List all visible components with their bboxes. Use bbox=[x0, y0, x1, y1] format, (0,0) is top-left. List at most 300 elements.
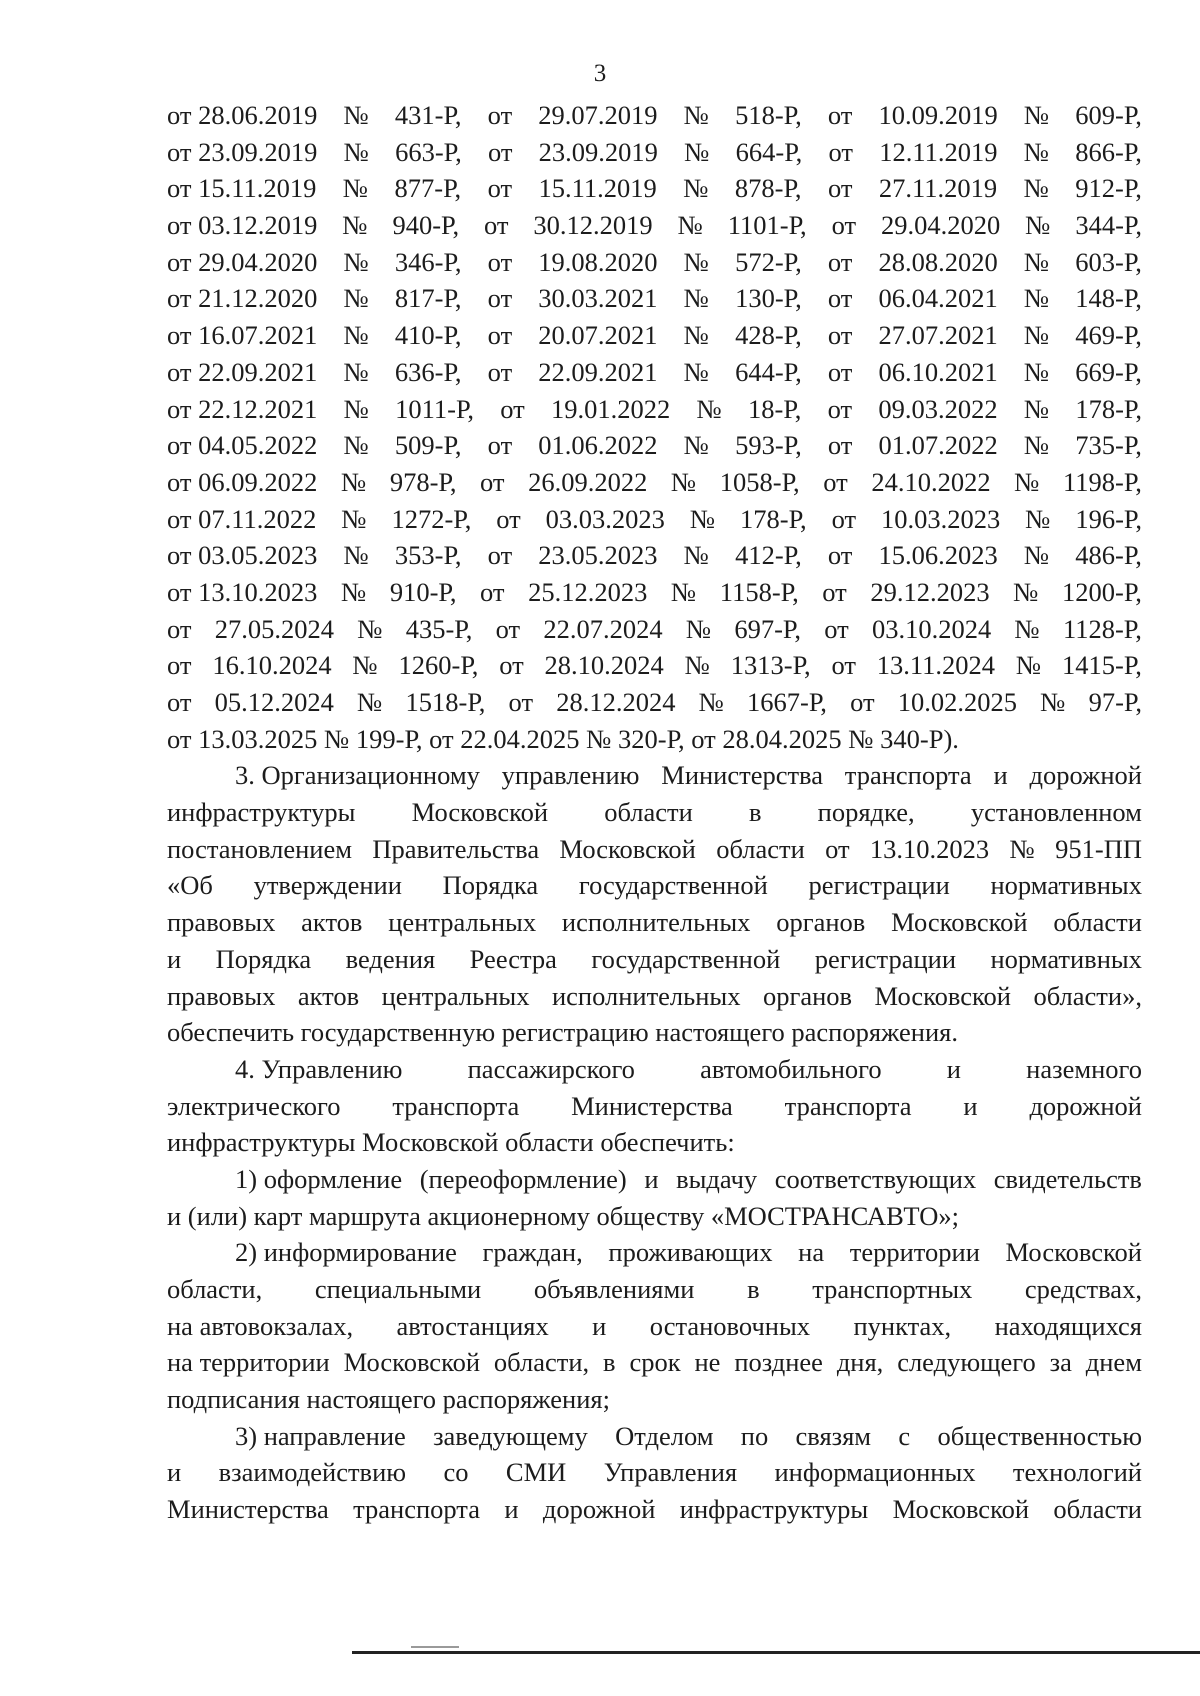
text-word: № bbox=[352, 650, 378, 681]
text-word: № bbox=[684, 650, 710, 681]
text-word: № bbox=[1025, 210, 1051, 241]
text-word: от 15.11.2019 bbox=[167, 173, 317, 204]
text-word: 01.06.2022 bbox=[538, 430, 658, 461]
text-word: 10.02.2025 bbox=[897, 687, 1017, 717]
text-word: № bbox=[340, 576, 367, 607]
text-word: области, bbox=[493, 1347, 590, 1378]
text-line bbox=[167, 867, 1142, 904]
text-word: выдачу bbox=[676, 1163, 758, 1194]
text-word: 24.10.2022 bbox=[871, 466, 991, 497]
text-line bbox=[167, 427, 1142, 464]
text-word: № bbox=[698, 687, 724, 717]
text-word: Московской bbox=[343, 1347, 481, 1378]
text-word: от bbox=[484, 210, 509, 241]
text-line bbox=[167, 1344, 1142, 1381]
text-word: 486-Р, bbox=[1075, 540, 1142, 571]
text-word: № bbox=[689, 503, 716, 534]
text-word: в bbox=[747, 1274, 760, 1304]
text-word: пунктах, bbox=[853, 1310, 952, 1341]
text-word: 13.10.2023 bbox=[869, 833, 990, 864]
text-word: Министерства bbox=[167, 1494, 329, 1525]
text-word: 1200-Р, bbox=[1062, 576, 1142, 607]
text-word: «Об bbox=[167, 870, 213, 901]
text-word: области bbox=[1053, 907, 1142, 938]
text-word: остановочных bbox=[649, 1310, 811, 1341]
text-word: 19.01.2022 bbox=[550, 393, 671, 424]
text-word: следующего bbox=[897, 1347, 1036, 1378]
text-word: по bbox=[740, 1420, 769, 1451]
text-word: 23.05.2023 bbox=[538, 540, 658, 571]
text-word: управлению bbox=[501, 760, 640, 791]
text-word: не bbox=[694, 1347, 721, 1378]
text-line bbox=[167, 941, 1142, 978]
text-word: и bbox=[167, 943, 182, 974]
text-word: и bbox=[963, 1090, 978, 1121]
text-word: 25.12.2023 bbox=[528, 576, 648, 607]
text-line bbox=[167, 1491, 1142, 1528]
text-word: (переоформление) bbox=[419, 1163, 627, 1194]
text-line bbox=[167, 354, 1142, 391]
text-word: инфраструктуры bbox=[679, 1494, 869, 1525]
text-word: 18-Р, bbox=[748, 393, 802, 424]
text-word: № bbox=[1023, 283, 1050, 314]
text-word: 4. Управлению bbox=[235, 1053, 403, 1084]
text-word: исполнительных bbox=[561, 907, 751, 938]
text-word: от bbox=[487, 136, 513, 167]
text-word: инфраструктуры bbox=[167, 797, 356, 828]
text-word: днем bbox=[1085, 1347, 1142, 1378]
text-word: 29.04.2020 bbox=[880, 210, 1001, 241]
text-word: № bbox=[683, 173, 709, 204]
text-word: 344-Р, bbox=[1075, 210, 1142, 241]
document-body bbox=[167, 97, 1142, 1528]
text-word: № bbox=[343, 540, 369, 571]
text-word: от bbox=[823, 466, 848, 497]
text-word: органов bbox=[762, 980, 853, 1011]
text-line bbox=[167, 647, 1142, 684]
text-word: 12.11.2019 bbox=[879, 136, 998, 167]
text-word: подписания настоящего распоряжения; bbox=[167, 1384, 610, 1415]
text-word: 16.10.2024 bbox=[212, 650, 332, 681]
text-line bbox=[167, 1198, 1142, 1235]
text-word: 30.03.2021 bbox=[538, 283, 658, 314]
text-word: электрического bbox=[167, 1090, 341, 1121]
text-word: 03.10.2024 bbox=[871, 613, 992, 644]
text-line bbox=[167, 97, 1142, 134]
text-word: 431-Р, bbox=[394, 100, 462, 130]
text-word: государственной bbox=[578, 870, 768, 901]
text-word: позднее bbox=[734, 1347, 823, 1378]
text-word: 148-Р, bbox=[1075, 283, 1142, 314]
text-word: от 23.09.2019 bbox=[167, 136, 318, 167]
text-word: Управления bbox=[603, 1457, 738, 1488]
text-word: от 21.12.2020 bbox=[167, 283, 318, 314]
text-word: № bbox=[1023, 246, 1050, 277]
text-word: 603-Р, bbox=[1075, 246, 1142, 277]
text-word: и bbox=[993, 760, 1008, 791]
text-word: 15.06.2023 bbox=[878, 540, 998, 571]
text-line bbox=[167, 794, 1142, 831]
text-line bbox=[167, 684, 1142, 721]
text-word: от bbox=[487, 320, 513, 351]
text-word: 1415-Р, bbox=[1062, 650, 1142, 681]
text-word: Московской bbox=[411, 797, 549, 828]
text-word: № bbox=[343, 100, 369, 130]
text-word: территории bbox=[849, 1237, 980, 1268]
text-word: № bbox=[684, 136, 710, 167]
text-word: постановлением bbox=[167, 833, 352, 864]
text-line bbox=[167, 501, 1142, 538]
scan-artifact-mark bbox=[411, 1646, 459, 1648]
bottom-rule bbox=[352, 1651, 1200, 1654]
text-line bbox=[167, 134, 1142, 171]
text-word: наземного bbox=[1026, 1053, 1142, 1084]
text-word: объявлениями bbox=[533, 1274, 695, 1304]
text-word: № bbox=[1023, 136, 1049, 167]
text-line bbox=[167, 1308, 1142, 1345]
text-word: 1313-Р, bbox=[730, 650, 811, 681]
text-line bbox=[167, 721, 1142, 758]
text-word: от bbox=[487, 100, 513, 130]
text-word: № bbox=[342, 210, 368, 241]
text-word: 1260-Р, bbox=[398, 650, 479, 681]
text-word: 817-Р, bbox=[394, 283, 462, 314]
text-word: 178-Р, bbox=[740, 503, 807, 534]
text-word: от bbox=[822, 576, 847, 607]
text-word: № bbox=[1023, 393, 1050, 424]
text-word: от bbox=[500, 393, 525, 424]
text-word: № bbox=[343, 246, 369, 277]
text-word: пассажирского bbox=[467, 1053, 635, 1084]
text-line bbox=[167, 207, 1142, 244]
text-word: Министерства bbox=[571, 1090, 733, 1121]
text-word: 910-Р, bbox=[389, 576, 457, 607]
text-word: утверждении bbox=[253, 870, 402, 901]
text-word: Реестра bbox=[469, 943, 557, 974]
text-line bbox=[167, 1051, 1142, 1088]
text-word: № bbox=[683, 320, 709, 351]
text-word: 01.07.2022 bbox=[878, 430, 998, 461]
text-word: № bbox=[696, 393, 722, 424]
page-number: 3 bbox=[593, 60, 607, 87]
text-word: и bbox=[592, 1310, 607, 1341]
text-line bbox=[167, 317, 1142, 354]
text-word: проживающих bbox=[608, 1237, 773, 1268]
text-word: № bbox=[357, 613, 383, 644]
text-word: 1128-Р, bbox=[1062, 613, 1142, 644]
text-word: № bbox=[670, 466, 697, 497]
text-word: СМИ bbox=[505, 1457, 567, 1488]
text-word: 28.10.2024 bbox=[544, 650, 664, 681]
text-word: от bbox=[487, 173, 513, 204]
text-word: 1667-Р, bbox=[747, 687, 827, 717]
text-word: 1011-Р, bbox=[395, 393, 475, 424]
text-word: области bbox=[1053, 1494, 1142, 1525]
text-word: 178-Р, bbox=[1075, 393, 1142, 424]
text-word: от bbox=[831, 210, 857, 241]
text-word: 06.10.2021 bbox=[878, 356, 998, 387]
text-word: срок bbox=[629, 1347, 681, 1378]
text-word: порядке, bbox=[817, 797, 915, 828]
text-word: 06.04.2021 bbox=[878, 283, 998, 314]
text-word: № bbox=[343, 393, 369, 424]
text-word: автостанциях bbox=[396, 1310, 549, 1341]
text-word: дорожной bbox=[1029, 1090, 1142, 1121]
text-word: Московской bbox=[1005, 1237, 1142, 1268]
text-word: Министерства bbox=[661, 760, 823, 791]
text-line bbox=[167, 904, 1142, 941]
text-word: № bbox=[685, 613, 712, 644]
text-word: 05.12.2024 bbox=[214, 687, 334, 717]
text-word: от 13.03.2025 № 199-Р, от 22.04.2025 № 320-Р, от 28.04.2025 № 340-Р). bbox=[167, 723, 959, 754]
text-word: области, bbox=[167, 1274, 263, 1304]
text-word: № bbox=[677, 210, 703, 241]
text-word: от bbox=[827, 430, 853, 461]
text-line bbox=[167, 1161, 1142, 1198]
text-word: 609-Р, bbox=[1075, 100, 1142, 130]
text-word: № bbox=[1040, 687, 1066, 717]
text-word: 1198-Р, bbox=[1063, 466, 1142, 497]
text-word: нормативных bbox=[990, 943, 1142, 974]
text-word: № bbox=[341, 503, 367, 534]
text-word: 435-Р, bbox=[405, 613, 473, 644]
text-word: за bbox=[1049, 1347, 1072, 1378]
text-word: регистрации bbox=[808, 870, 950, 901]
text-word: 29.07.2019 bbox=[538, 100, 658, 130]
text-word: № bbox=[340, 466, 367, 497]
text-word: 735-Р, bbox=[1075, 430, 1142, 461]
text-word: № bbox=[1009, 833, 1035, 864]
text-word: № bbox=[1014, 613, 1040, 644]
text-word: 13.11.2024 bbox=[876, 650, 996, 681]
text-word: в bbox=[603, 1347, 616, 1378]
text-word: Московской bbox=[891, 907, 1028, 938]
text-word: органов bbox=[776, 907, 866, 938]
text-word: и bbox=[644, 1163, 659, 1194]
text-word: № bbox=[343, 283, 369, 314]
text-word: № bbox=[1014, 466, 1040, 497]
text-word: № bbox=[343, 136, 369, 167]
text-word: 428-Р, bbox=[735, 320, 802, 351]
text-word: транспорта bbox=[844, 760, 972, 791]
text-word: от bbox=[824, 613, 849, 644]
text-line bbox=[167, 537, 1142, 574]
text-word: 509-Р, bbox=[394, 430, 462, 461]
text-line bbox=[167, 1234, 1142, 1271]
text-word: № bbox=[1023, 356, 1050, 387]
text-word: и bbox=[504, 1494, 519, 1525]
text-word: 697-Р, bbox=[734, 613, 801, 644]
text-word: от bbox=[487, 356, 513, 387]
text-line bbox=[167, 831, 1142, 868]
text-word: от bbox=[850, 687, 875, 717]
text-word: Московской bbox=[874, 980, 1011, 1011]
text-word: Московской bbox=[559, 833, 696, 864]
text-word: актов bbox=[301, 907, 363, 938]
text-word: от bbox=[496, 503, 521, 534]
text-word: соответствующих bbox=[774, 1163, 977, 1194]
text-word: № bbox=[1025, 503, 1051, 534]
text-word: от 07.11.2022 bbox=[167, 503, 317, 534]
text-word: от bbox=[827, 540, 853, 571]
text-word: № bbox=[343, 320, 369, 351]
text-word: от bbox=[827, 246, 853, 277]
text-word: 3) направление bbox=[235, 1420, 406, 1451]
text-line bbox=[167, 464, 1142, 501]
text-word: средствах, bbox=[1024, 1274, 1142, 1304]
text-line bbox=[167, 1454, 1142, 1491]
text-line bbox=[167, 244, 1142, 281]
text-word: № bbox=[683, 430, 709, 461]
text-word: 2) информирование bbox=[235, 1237, 457, 1268]
text-word: правовых bbox=[167, 907, 276, 938]
text-word: и bbox=[167, 1457, 182, 1488]
text-word: нормативных bbox=[990, 870, 1142, 901]
text-word: № bbox=[1023, 173, 1049, 204]
text-word: от bbox=[827, 320, 853, 351]
text-word: 951-ПП bbox=[1055, 833, 1142, 864]
text-word: № bbox=[1023, 320, 1050, 351]
text-word: Отделом bbox=[615, 1420, 714, 1451]
text-word: от 29.04.2020 bbox=[167, 246, 318, 277]
text-word: от 03.05.2023 bbox=[167, 540, 318, 571]
text-line bbox=[167, 280, 1142, 317]
text-word: транспорта bbox=[392, 1090, 520, 1121]
text-word: 28.08.2020 bbox=[878, 246, 998, 277]
text-word: автомобильного bbox=[700, 1053, 882, 1084]
text-word: № bbox=[357, 687, 383, 717]
text-word: от bbox=[487, 540, 513, 571]
text-word: от bbox=[827, 283, 853, 314]
text-word: от bbox=[828, 136, 853, 167]
text-word: 27.05.2024 bbox=[214, 613, 334, 644]
text-word: 1518-Р, bbox=[405, 687, 486, 717]
text-word: № bbox=[1023, 100, 1050, 130]
text-word: 978-Р, bbox=[389, 466, 457, 497]
text-word: 03.03.2023 bbox=[545, 503, 665, 534]
text-word: 22.07.2024 bbox=[543, 613, 663, 644]
text-word: области», bbox=[1033, 980, 1142, 1011]
text-word: 27.11.2019 bbox=[878, 173, 998, 204]
text-word: 866-Р, bbox=[1075, 136, 1142, 167]
text-word: 28.12.2024 bbox=[556, 687, 676, 717]
text-word: № bbox=[1015, 650, 1042, 681]
text-word: в bbox=[748, 797, 762, 828]
text-word: 1) оформление bbox=[235, 1163, 403, 1194]
text-word: со bbox=[443, 1457, 469, 1488]
text-word: 877-Р, bbox=[394, 173, 462, 204]
text-word: 940-Р, bbox=[392, 210, 460, 241]
text-line bbox=[167, 170, 1142, 207]
text-line bbox=[167, 1014, 1142, 1051]
text-word: дорожной bbox=[1029, 760, 1142, 791]
text-word: № bbox=[1013, 576, 1039, 607]
text-word: от 06.09.2022 bbox=[167, 466, 318, 497]
text-word: 469-Р, bbox=[1075, 320, 1142, 351]
text-word: на территории bbox=[167, 1347, 330, 1378]
text-word: № bbox=[1023, 430, 1050, 461]
text-word: от bbox=[167, 687, 192, 717]
text-word: от bbox=[167, 613, 192, 644]
text-word: 23.09.2019 bbox=[538, 136, 658, 167]
text-word: от 22.12.2021 bbox=[167, 393, 318, 424]
text-word: 1158-Р, bbox=[719, 576, 799, 607]
text-word: от bbox=[827, 173, 853, 204]
text-word: № bbox=[683, 356, 709, 387]
text-word: связям bbox=[795, 1420, 872, 1451]
text-word: дорожной bbox=[542, 1494, 656, 1525]
text-word: от 03.12.2019 bbox=[167, 210, 318, 241]
text-word: области bbox=[604, 797, 693, 828]
text-line bbox=[167, 611, 1142, 648]
text-word: от bbox=[831, 650, 856, 681]
text-word: актов bbox=[297, 980, 360, 1011]
text-word: 878-Р, bbox=[734, 173, 802, 204]
text-word: 1058-Р, bbox=[719, 466, 800, 497]
text-word: с bbox=[898, 1420, 911, 1451]
text-word: 19.08.2020 bbox=[538, 246, 658, 277]
text-word: и bbox=[946, 1053, 961, 1084]
text-word: 410-Р, bbox=[394, 320, 462, 351]
text-line bbox=[167, 1124, 1142, 1161]
text-word: от bbox=[487, 430, 513, 461]
text-word: граждан, bbox=[482, 1237, 583, 1268]
text-word: 09.03.2022 bbox=[878, 393, 998, 424]
text-word: 518-Р, bbox=[735, 100, 802, 130]
text-word: 130-Р, bbox=[735, 283, 802, 314]
text-word: 196-Р, bbox=[1075, 503, 1142, 534]
text-word: от bbox=[487, 283, 513, 314]
text-word: 663-Р, bbox=[395, 136, 462, 167]
text-word: 3. Организационному bbox=[235, 760, 480, 791]
text-word: № bbox=[670, 576, 697, 607]
text-line bbox=[167, 1381, 1142, 1418]
text-word: от bbox=[508, 687, 534, 717]
text-word: правовых bbox=[167, 980, 276, 1011]
text-word: № bbox=[342, 173, 369, 204]
text-word: 29.12.2023 bbox=[870, 576, 990, 607]
text-word: № bbox=[343, 430, 369, 461]
text-word: на автовокзалах, bbox=[167, 1310, 354, 1341]
text-word: от bbox=[499, 650, 524, 681]
text-word: заведующему bbox=[433, 1420, 588, 1451]
text-line bbox=[167, 1418, 1142, 1455]
text-word: специальными bbox=[314, 1274, 482, 1304]
text-word: от bbox=[487, 246, 513, 277]
text-word: государственной bbox=[591, 943, 781, 974]
text-word: от bbox=[827, 100, 853, 130]
text-word: № bbox=[683, 540, 709, 571]
text-word: 346-Р, bbox=[394, 246, 462, 277]
text-word: области bbox=[716, 833, 805, 864]
text-word: и (или) карт маршрута акционерному обществу «МОСТРАНСАВТО»; bbox=[167, 1200, 960, 1231]
text-word: взаимодействию bbox=[218, 1457, 407, 1488]
text-word: 1101-Р, bbox=[727, 210, 807, 241]
text-word: ведения bbox=[345, 943, 436, 974]
text-word: 30.12.2019 bbox=[533, 210, 653, 241]
text-word: информационных bbox=[774, 1457, 976, 1488]
text-word: Порядка bbox=[215, 943, 312, 974]
text-word: от bbox=[495, 613, 521, 644]
text-word: транспортных bbox=[812, 1274, 973, 1304]
text-line bbox=[167, 391, 1142, 428]
text-word: от 22.09.2021 bbox=[167, 356, 318, 387]
text-word: 1272-Р, bbox=[391, 503, 472, 534]
text-word: Порядка bbox=[442, 870, 539, 901]
text-word: от bbox=[480, 466, 505, 497]
text-word: 15.11.2019 bbox=[538, 173, 657, 204]
text-line bbox=[167, 1271, 1142, 1308]
